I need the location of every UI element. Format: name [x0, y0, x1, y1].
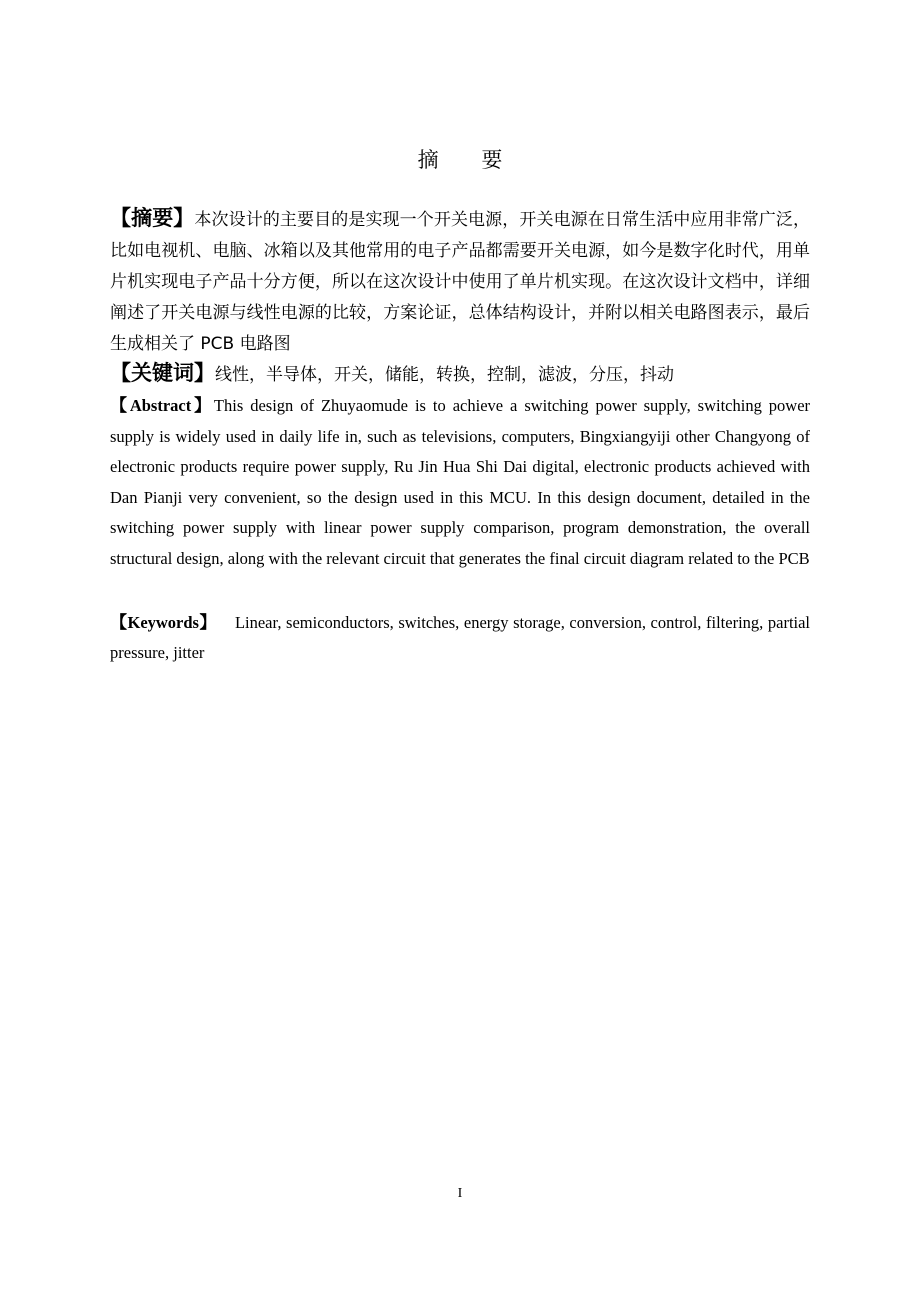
chinese-keywords-text: 线性，半导体，开关，储能，转换，控制，滤波，分压，抖动 — [215, 365, 674, 385]
english-abstract — [110, 391, 810, 574]
english-abstract-label-word: Abstract — [129, 396, 192, 415]
page-title: 摘 要 — [417, 148, 521, 172]
english-keywords-label — [110, 613, 217, 632]
english-keywords-label-word: Keywords — [127, 613, 199, 632]
english-abstract-label — [110, 396, 214, 415]
english-keywords — [110, 608, 810, 667]
chinese-keywords-label: 【关键词】 — [110, 361, 215, 385]
chinese-abstract-text: 本次设计的主要目的是实现一个开关电源，开关电源在日常生活中应用非常广泛，比如电视机、电脑、冰箱以及其他常用的电子产品都需要开关电源，如今是数字化时代，用单片机实现电子产品十分方便，所以在这次设计中使用了单片机实现。在这次设计文档中，详细阐述了开关电源与线性电源的比较，方案论证，总体结构设计，并附以相关电路图表示，最后生成相关了 PCB 电路图 — [110, 210, 811, 354]
page-number: I — [457, 1186, 463, 1201]
english-keywords-label-open: 【 — [110, 613, 128, 633]
english-keywords-text: Linear, semiconductors, switches, energy storage, conversion, control, filtering, partial pressure, jitter — [110, 613, 811, 662]
english-abstract-text: This design of Zhuyaomude is to achieve a switching power supply, switching power supply is widely used in daily life in, such as televisions, computers, Bingxiangyiji other Changyong of electronic products require power supply, Ru Jin Hua Shi Dai digital, electronic products achieved with Dan Pianji very convenient, so the design used in this MCU. In this design document, detailed in the switching power supply with linear power supply comparison, program demonstration, the overall structural design, along with the relevant circuit that generates the final circuit diagram related to the PCB — [110, 396, 811, 568]
chinese-abstract-label: 【摘要】 — [110, 206, 195, 230]
english-abstract-label-close: 】 — [191, 396, 214, 416]
english-keywords-label-close: 】 — [198, 613, 217, 633]
chinese-abstract — [110, 203, 810, 360]
chinese-keywords — [110, 358, 810, 391]
english-abstract-label-open: 【 — [110, 396, 130, 416]
